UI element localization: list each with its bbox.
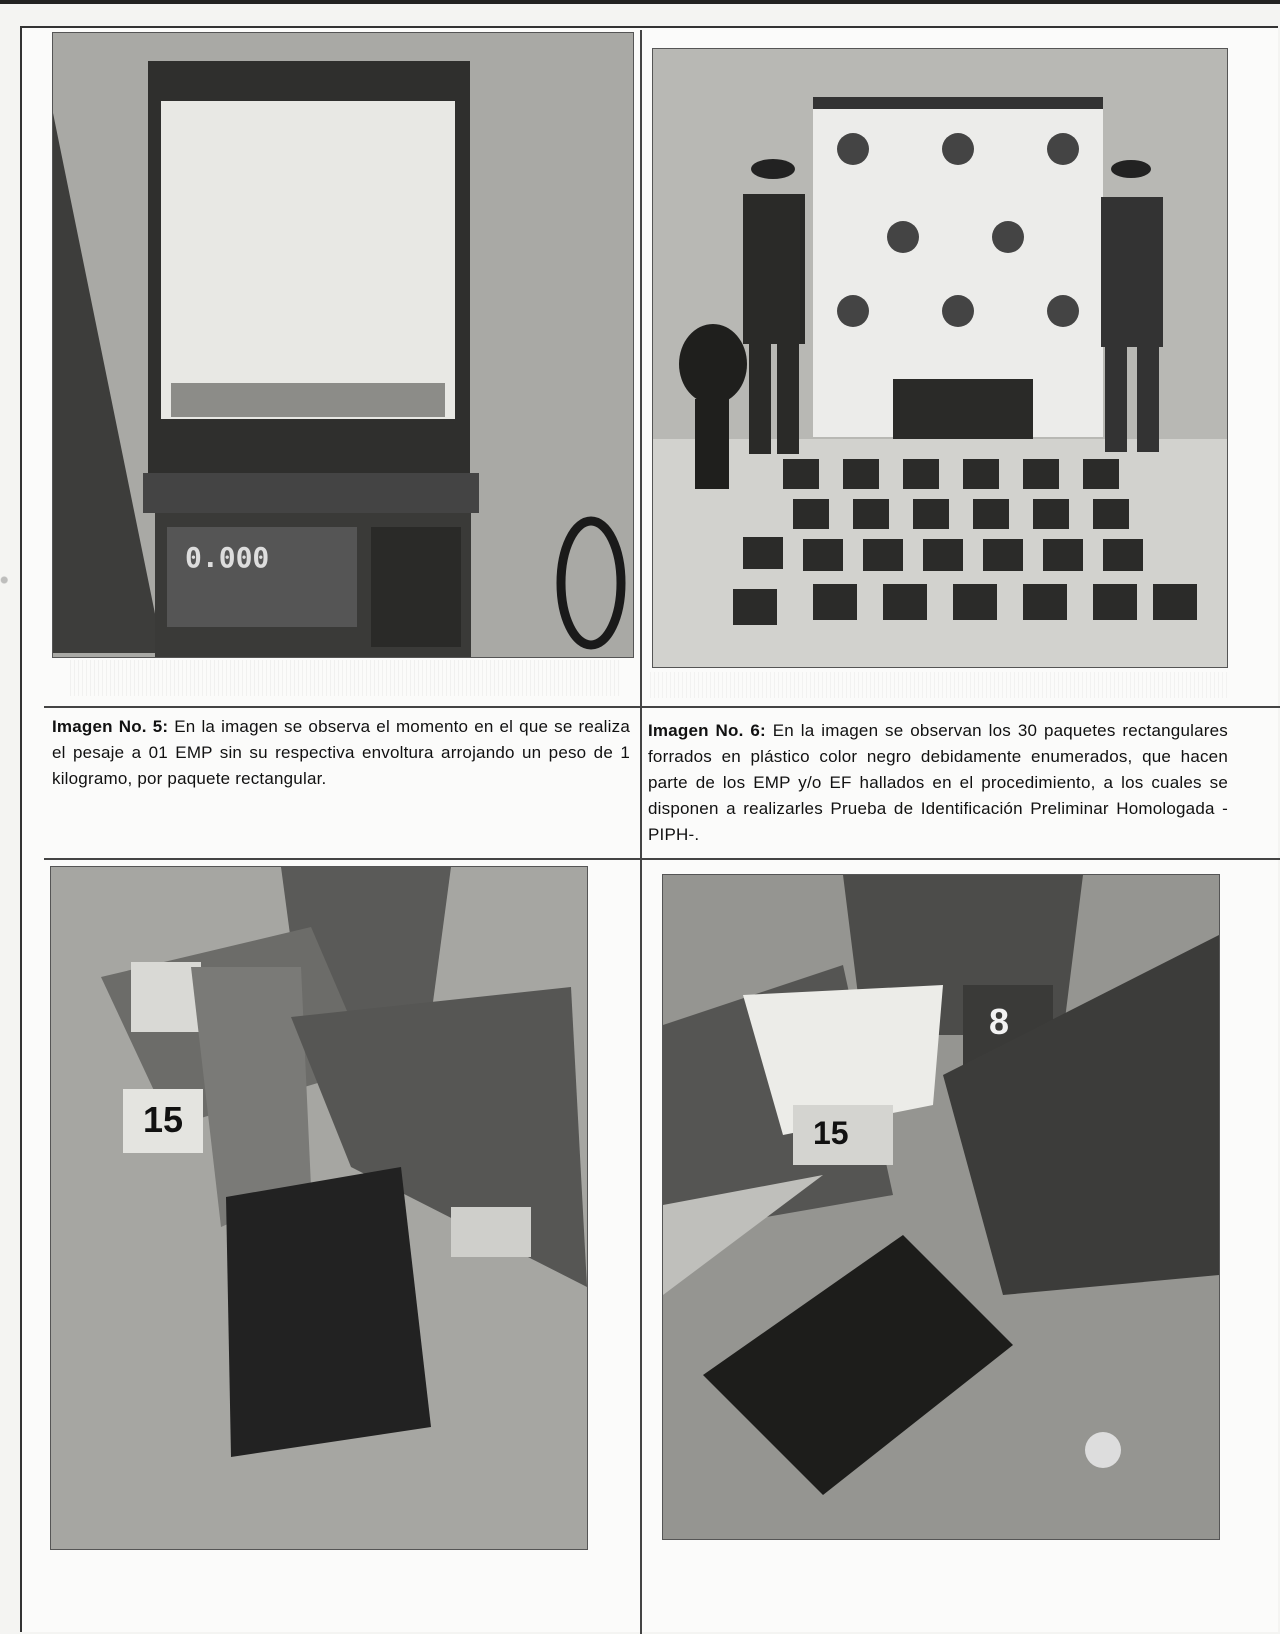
photo-package-testing bbox=[662, 874, 1220, 1540]
row-divider-top bbox=[44, 706, 1280, 708]
caption-label: Imagen No. 5: bbox=[52, 717, 169, 736]
photo-1-bottom-strip bbox=[70, 660, 620, 696]
caption-image-5 bbox=[52, 714, 630, 792]
evidence-marker: 8 bbox=[989, 1001, 1010, 1042]
column-divider bbox=[640, 30, 642, 1634]
evidence-marker: 15 bbox=[143, 1099, 184, 1140]
photo-package-opening bbox=[50, 866, 588, 1550]
photo-weighing-scale bbox=[52, 32, 634, 658]
photo-2-bottom-strip bbox=[650, 672, 1230, 698]
row-divider-middle bbox=[44, 858, 1280, 860]
caption-text: En la imagen se observan los 30 paquetes rectangulares forrados en plástico color negro debidamente enumerados, que hacen parte de los EMP y/o EF hallados en el procedimiento, a los cuales se disponen a realizarles Prueba de Identificación Preliminar Homologada -PIPH-. bbox=[648, 721, 1228, 844]
photo-officers-packages bbox=[652, 48, 1228, 668]
evidence-marker: 15 bbox=[813, 1115, 849, 1151]
caption-text: En la imagen se observa el momento en el que se realiza el pesaje a 01 EMP sin su respectiva envoltura arrojando un peso de 1 kilogramo, por paquete rectangular. bbox=[52, 717, 630, 788]
caption-label: Imagen No. 6: bbox=[648, 721, 766, 740]
scale-readout: 0.000 bbox=[185, 541, 270, 574]
scan-artifact bbox=[0, 540, 14, 620]
page-top-border bbox=[0, 0, 1280, 4]
caption-image-6 bbox=[648, 718, 1228, 848]
